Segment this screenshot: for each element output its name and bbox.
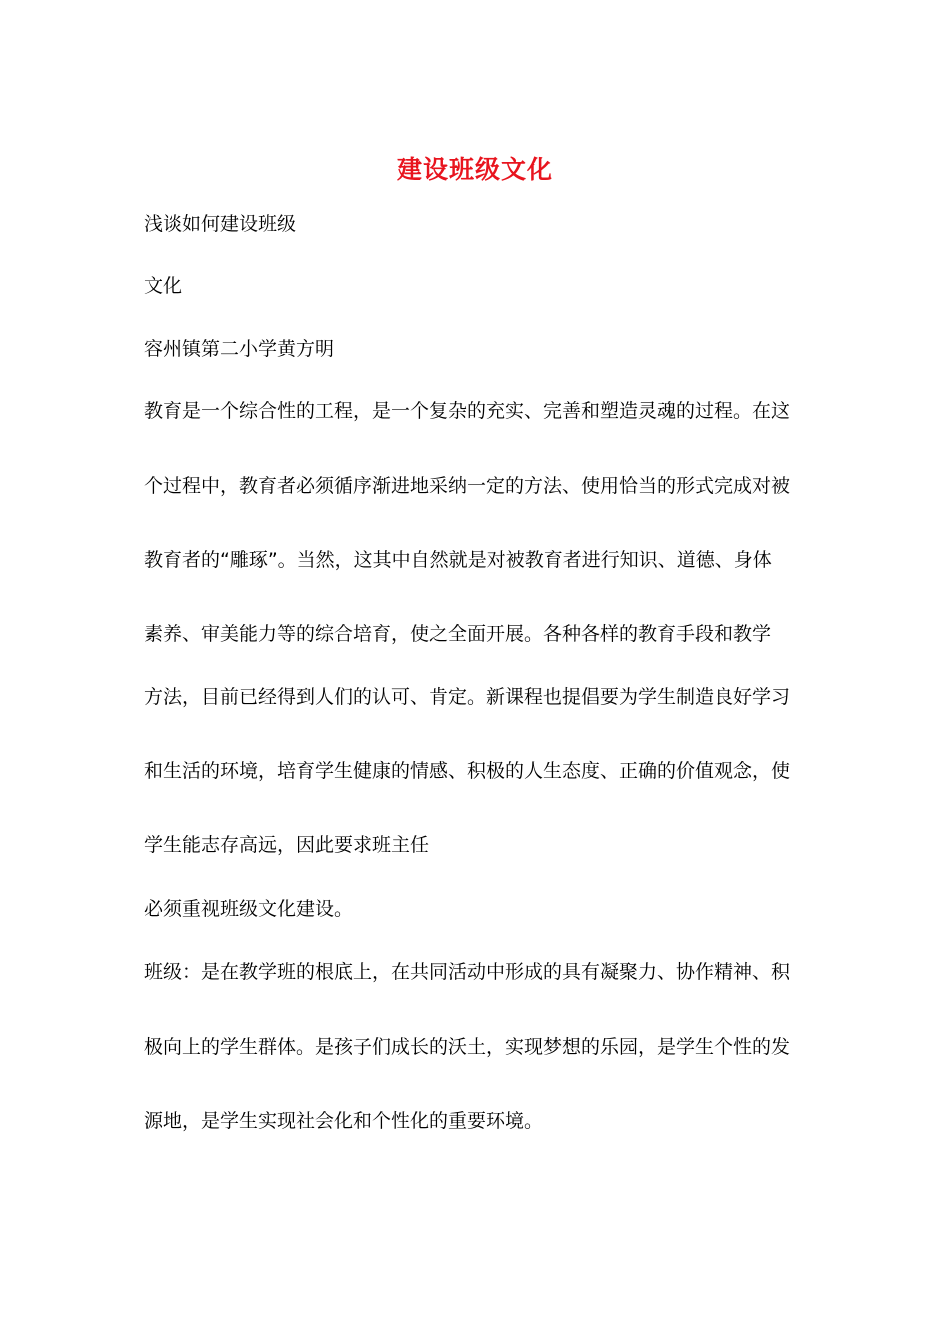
subtitle-line-2: 文化 [144, 275, 183, 297]
author-line: 容州镇第二小学黄方明 [144, 338, 335, 360]
paragraph-line: 个过程中，教育者必须循序渐进地采纳一定的方法、使用恰当的形式完成对被 [144, 475, 791, 497]
document-title: 建设班级文化 [396, 155, 553, 184]
paragraph-line: 班级：是在教学班的根底上，在共同活动中形成的具有凝聚力、协作精神、积 [144, 961, 791, 983]
paragraph-line: 学生能志存高远，因此要求班主任 [144, 834, 430, 856]
paragraph-line: 极向上的学生群体。是孩子们成长的沃土，实现梦想的乐园，是学生个性的发 [144, 1036, 791, 1058]
subtitle-line-1: 浅谈如何建设班级 [144, 213, 297, 235]
paragraph-line: 和生活的环境，培育学生健康的情感、积极的人生态度、正确的价值观念，使 [144, 760, 791, 782]
paragraph-line: 必须重视班级文化建设。 [144, 898, 354, 920]
paragraph-line: 教育者的“雕琢”。当然，这其中自然就是对被教育者进行知识、道德、身体 [144, 549, 772, 571]
paragraph-line: 教育是一个综合性的工程，是一个复杂的充实、完善和塑造灵魂的过程。在这 [144, 400, 791, 422]
paragraph-line: 方法，目前已经得到人们的认可、肯定。新课程也提倡要为学生制造良好学习 [144, 686, 791, 708]
paragraph-line: 素养、审美能力等的综合培育，使之全面开展。各种各样的教育手段和教学 [144, 623, 772, 645]
paragraph-line: 源地，是学生实现社会化和个性化的重要环境。 [144, 1110, 544, 1132]
